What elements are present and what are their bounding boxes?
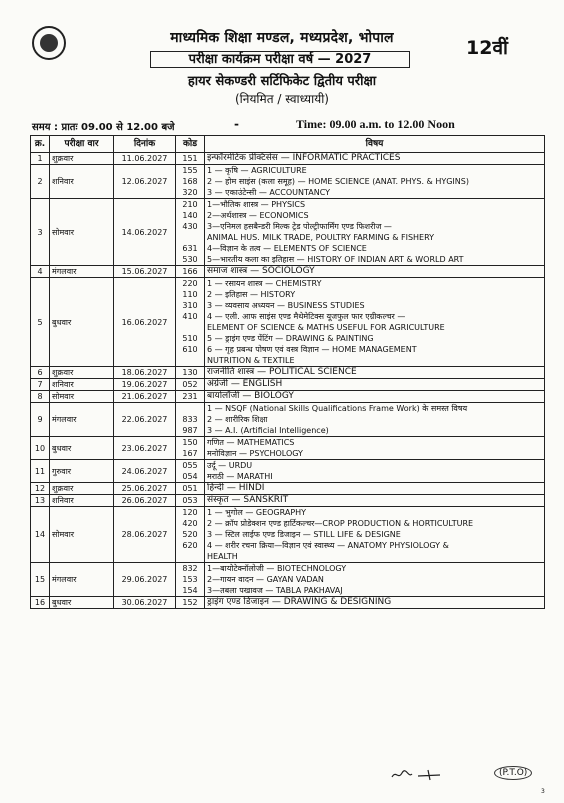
day-cell: शनिवार [50,495,114,507]
subject-code [178,232,202,243]
col-day: परीक्षा वार [50,136,114,153]
subject-code: 140 [182,211,198,220]
subject-code: 052 [182,380,198,389]
subject-code: 833 [182,415,198,424]
serial-cell: 14 [31,507,50,563]
subject-line: 5—भारतीय कला का इतिहास — HISTORY OF INDIAN ART & WORLD ART [207,255,464,264]
subject-line: इन्फॉरमेटिक प्रेक्टिसेस — INFORMATIC PRACTICES [207,153,401,163]
code-cell [176,278,205,367]
table-row [31,266,545,278]
day-cell: शनिवार [50,379,114,391]
code-cell [176,367,205,379]
subject-code: 610 [182,345,198,354]
code-cell [176,460,205,483]
serial-cell: 1 [31,153,50,165]
subject-code: 530 [182,255,198,264]
subject-line: 2 — शारीरिक शिक्षा [207,415,268,424]
subject-line: HEALTH [207,552,238,561]
date-cell: 21.06.2027 [114,391,176,403]
subject-code: 120 [182,508,198,517]
subject-cell [205,367,545,379]
subject-line: 5 — ड्राइंग एण्ड पेंटिंग — DRAWING & PAINTING [207,334,374,343]
subject-line: 1 — कृषि — AGRICULTURE [207,166,307,175]
subject-code: 150 [182,438,198,447]
subject-code: 155 [182,166,198,175]
serial-cell: 11 [31,460,50,483]
subject-code: 430 [182,222,198,231]
subject-line: उर्दू — URDU [207,461,253,470]
date-cell: 11.06.2027 [114,153,176,165]
table-row [31,153,545,165]
subject-code: 152 [182,598,198,607]
subject-cell [205,153,545,165]
table-row [31,391,545,403]
subject-line: 3 — व्यवसाय अध्ययन — BUSINESS STUDIES [207,301,365,310]
date-cell: 15.06.2027 [114,266,176,278]
grade-label: 12वीं [466,37,508,59]
serial-cell: 9 [31,403,50,437]
serial-cell: 2 [31,165,50,199]
time-separator: - [234,117,239,131]
table-row [31,165,545,199]
subject-cell [205,495,545,507]
subject-cell [205,278,545,367]
table-row [31,507,545,563]
page-number: 3 [541,788,545,795]
subject-cell [205,460,545,483]
subject-line: मराठी — MARATHI [207,472,273,481]
time-hindi: समय : प्रातः 09.00 से 12.00 बजे [32,122,175,133]
code-cell [176,483,205,495]
subject-cell [205,483,545,495]
day-cell: शनिवार [50,165,114,199]
subject-cell [205,379,545,391]
subject-line: 4 — शरीर रचना क्रिया—विज्ञान एवं स्वास्थ्य — ANATOMY PHYSIOLOGY & [207,541,449,550]
day-cell: सोमवार [50,199,114,266]
subject-line: राजनीति शास्त्र — POLITICAL SCIENCE [207,367,357,377]
subject-code: 231 [182,392,198,401]
subject-code: 110 [182,290,198,299]
table-row [31,199,545,266]
serial-cell: 3 [31,199,50,266]
serial-cell: 16 [31,597,50,609]
subject-code [178,403,202,414]
subject-cell [205,266,545,278]
code-cell [176,597,205,609]
table-row [31,437,545,460]
date-cell: 28.06.2027 [114,507,176,563]
subject-line: गणित — MATHEMATICS [207,438,295,447]
col-sn: क्र. [31,136,50,153]
day-cell: मंगलवार [50,403,114,437]
serial-cell: 6 [31,367,50,379]
subject-line: समाज शास्त्र — SOCIOLOGY [207,266,315,276]
day-cell: शुक्रवार [50,153,114,165]
board-title: माध्यमिक शिक्षा मण्डल, मध्यप्रदेश, भोपाल [170,30,394,46]
subject-code: 055 [182,461,198,470]
subject-code: 420 [182,519,198,528]
date-cell: 25.06.2027 [114,483,176,495]
subject-line: 1—बायोटेक्नॉलोजी — BIOTECHNOLOGY [207,564,347,573]
subject-cell [205,403,545,437]
date-cell: 26.06.2027 [114,495,176,507]
subject-line: NUTRITION & TEXTILE [207,356,295,365]
day-cell: बुधवार [50,437,114,460]
date-cell: 12.06.2027 [114,165,176,199]
time-english: Time: 09.00 a.m. to 12.00 Noon [296,117,455,131]
date-cell: 14.06.2027 [114,199,176,266]
code-cell [176,153,205,165]
subject-line: 1 — रसायन शास्त्र — CHEMISTRY [207,279,322,288]
subject-line: 1—भौतिक शास्त्र — PHYSICS [207,200,306,209]
table-row [31,563,545,597]
col-code: कोड [176,136,205,153]
date-cell: 29.06.2027 [114,563,176,597]
subject-line: 1 — भुगोल — GEOGRAPHY [207,508,307,517]
table-row [31,460,545,483]
subject-code: 320 [182,188,198,197]
day-cell: बुधवार [50,597,114,609]
code-cell [176,379,205,391]
subject-code [178,551,202,562]
subject-cell [205,507,545,563]
col-subject: विषय [205,136,545,153]
subject-line: संस्कृत — SANSKRIT [207,495,289,505]
subject-cell [205,597,545,609]
subject-line: 2 — क्रॉप प्रोडेक्शन एण्ड हार्टिकल्चर—CROP PRODUCTION & HORTICULTURE [207,519,474,528]
subject-line: 2 — होम साइंस (कला समूह) — HOME SCIENCE (ANAT. PHYS. & HYGINS) [207,177,469,186]
subject-code: 151 [182,154,198,163]
table-row [31,379,545,391]
serial-cell: 5 [31,278,50,367]
subject-line: 1 — NSQF (National Skills Qualifications Frame Work) के समस्त विषय [207,404,468,413]
table-row [31,495,545,507]
serial-cell: 7 [31,379,50,391]
subject-code [178,355,202,366]
day-cell: बुधवार [50,278,114,367]
code-cell [176,437,205,460]
serial-cell: 8 [31,391,50,403]
subject-code [178,322,202,333]
day-cell: सोमवार [50,391,114,403]
subject-line: 3—एनिमल हसबैन्डरी मिल्क ट्रेड पोल्ट्रीफार्मिंग एण्ड फिशरीज — [207,222,392,231]
subject-code: 631 [182,244,198,253]
subject-code: 520 [182,530,198,539]
subject-line: 2—अर्थशास्त्र — ECONOMICS [207,211,309,220]
subject-code: 130 [182,368,198,377]
subject-cell [205,437,545,460]
subject-code: 053 [182,496,198,505]
exam-schedule-table [30,135,545,609]
subject-code: 054 [182,472,198,481]
day-cell: गुरुवार [50,460,114,483]
subject-code: 167 [182,449,198,458]
subject-code: 987 [182,426,198,435]
subject-code: 166 [182,267,198,276]
code-cell [176,507,205,563]
subject-code: 210 [182,200,198,209]
subject-code: 832 [182,564,198,573]
subject-line: ड्राइंग एण्ड डिजाइन — DRAWING & DESIGNING [207,597,392,607]
subject-line: 3 — स्टिल लाईफ एण्ड डिजाइन — STILL LIFE & DESIGNE [207,530,401,539]
table-header-row [31,136,545,153]
subject-line: मनोविज्ञान — PSYCHOLOGY [207,449,303,458]
date-cell: 22.06.2027 [114,403,176,437]
serial-cell: 4 [31,266,50,278]
subject-line: 2—गायन वादन — GAYAN VADAN [207,575,324,584]
program-title: परीक्षा कार्यक्रम परीक्षा वर्ष — 2027 [150,51,410,68]
subject-line: 2 — इतिहास — HISTORY [207,290,296,299]
subject-cell [205,165,545,199]
code-cell [176,266,205,278]
subject-code: 220 [182,279,198,288]
day-cell: मंगलवार [50,266,114,278]
subject-code: 410 [182,312,198,321]
code-cell [176,403,205,437]
subject-line: हिन्दी — HINDI [207,483,265,493]
subject-line: 3 — A.I. (Artificial Intelligence) [207,426,329,435]
subject-line: 3 — एकाउंटेन्सी — ACCOUNTANCY [207,188,331,197]
subject-code: 510 [182,334,198,343]
serial-cell: 12 [31,483,50,495]
subject-code: 051 [182,484,198,493]
day-cell: शुक्रवार [50,483,114,495]
subject-code: 153 [182,575,198,584]
table-row [31,278,545,367]
subject-line: ANIMAL HUS. MILK TRADE, POULTRY FARMING & FISHERY [207,233,435,242]
subject-code: 310 [182,301,198,310]
subject-cell [205,199,545,266]
serial-cell: 15 [31,563,50,597]
subject-line: अंग्रेजी — ENGLISH [207,379,283,389]
day-cell: शुक्रवार [50,367,114,379]
subject-line: 4 — एली. आफ साइंस एण्ड मैथेमेटिक्स यूजफुल फार एग्रीकल्चर — [207,312,406,321]
subject-code: 154 [182,586,198,595]
code-cell [176,391,205,403]
date-cell: 24.06.2027 [114,460,176,483]
serial-cell: 13 [31,495,50,507]
exam-mode: (नियमित / स्वाध्यायी) [235,92,329,106]
pto-note: (P.T.O) [494,766,532,780]
subject-line: ELEMENT OF SCIENCE & MATHS USEFUL FOR AGRICULTURE [207,323,445,332]
code-cell [176,495,205,507]
subject-line: बायोलॉजी — BIOLOGY [207,391,294,401]
exam-title: हायर सेकण्डरी सर्टिफिकेट द्वितीय परीक्षा [187,74,377,89]
subject-line: 4—विज्ञान के तत्व — ELEMENTS OF SCIENCE [207,244,367,253]
date-cell: 30.06.2027 [114,597,176,609]
subject-code: 168 [182,177,198,186]
subject-cell [205,391,545,403]
table-row [31,403,545,437]
signature-mark [390,768,450,782]
subject-line: 3—तबला पखावज — TABLA PAKHAVAJ [207,586,343,595]
subject-line: 6 — गृह प्रबन्ध पोषण एवं वस्त्र विज्ञान — HOME MANAGEMENT [207,345,417,354]
col-date: दिनांक [114,136,176,153]
date-cell: 18.06.2027 [114,367,176,379]
code-cell [176,199,205,266]
subject-cell [205,563,545,597]
date-cell: 16.06.2027 [114,278,176,367]
serial-cell: 10 [31,437,50,460]
code-cell [176,563,205,597]
date-cell: 23.06.2027 [114,437,176,460]
table-row [31,483,545,495]
table-row [31,367,545,379]
date-cell: 19.06.2027 [114,379,176,391]
code-cell [176,165,205,199]
subject-code: 620 [182,541,198,550]
day-cell: सोमवार [50,507,114,563]
day-cell: मंगलवार [50,563,114,597]
table-row [31,597,545,609]
